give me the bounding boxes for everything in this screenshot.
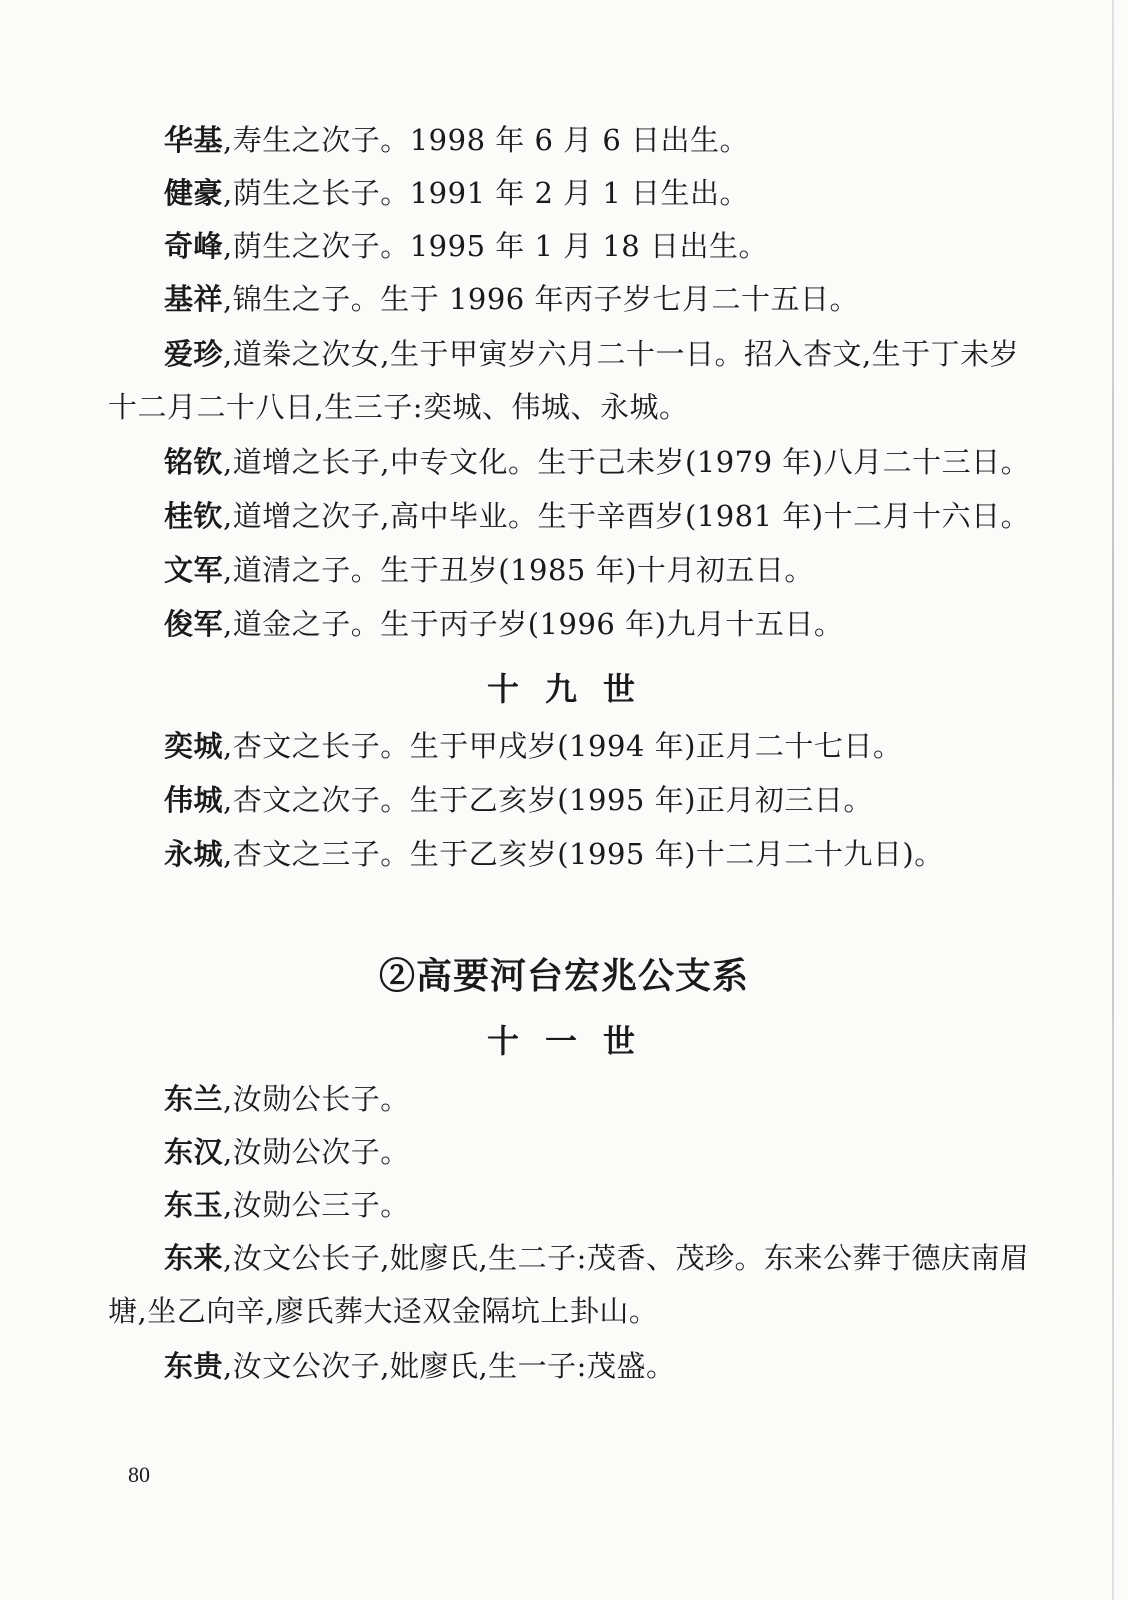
entry-text: ,荫生之长子。1991 年 2 月 1 日生出。	[223, 176, 750, 210]
entry-name: 奇峰	[164, 229, 224, 263]
entry-paragraph	[108, 490, 1048, 543]
entry-name: 奕城	[164, 729, 224, 763]
entry-name: 伟城	[164, 783, 224, 817]
entry-text: ,锦生之子。生于 1996 年丙子岁七月二十五日。	[223, 282, 859, 316]
entry-paragraph	[108, 167, 1048, 220]
entry-text: ,荫生之次子。1995 年 1 月 18 日出生。	[223, 229, 768, 263]
entry-text: ,杏文之长子。生于甲戌岁(1994 年)正月二十七日。	[223, 729, 903, 763]
entry-name: 健豪	[164, 176, 224, 210]
entry-name: 桂钦	[164, 499, 224, 533]
entry-text: ,汝勋公次子。	[223, 1135, 410, 1169]
entry-text: ,汝文公长子,妣廖氏,生二子:茂香、茂珍。东来公葬于德庆南眉塘,坐乙向辛,廖氏葬大迳双金隔坑上卦山。	[108, 1241, 1030, 1328]
entry-paragraph	[108, 720, 1048, 773]
entry-paragraph	[108, 1126, 1048, 1179]
entry-paragraph	[108, 328, 1048, 434]
entry-paragraph	[108, 1340, 1048, 1393]
entry-text: ,寿生之次子。1998 年 6 月 6 日出生。	[223, 123, 750, 157]
entry-paragraph	[108, 220, 1048, 273]
entry-name: 爱珍	[164, 337, 224, 371]
entry-text: ,道增之次子,高中毕业。生于辛酉岁(1981 年)十二月十六日。	[223, 499, 1031, 533]
entry-name: 铭钦	[164, 445, 224, 479]
entry-paragraph	[108, 544, 1048, 597]
entry-paragraph	[108, 114, 1048, 167]
generation-heading: 十九世	[486, 670, 661, 708]
entry-text: ,道增之长子,中专文化。生于己未岁(1979 年)八月二十三日。	[223, 445, 1031, 479]
entry-text: ,汝勋公三子。	[223, 1188, 410, 1222]
entry-paragraph	[108, 273, 1048, 326]
entry-text: ,杏文之次子。生于乙亥岁(1995 年)正月初三日。	[223, 783, 873, 817]
generation-heading: 十一世	[486, 1022, 661, 1060]
entry-paragraph	[108, 436, 1048, 489]
entry-name: 基祥	[164, 282, 224, 316]
entry-name: 华基	[164, 123, 224, 157]
entry-name: 文军	[164, 553, 224, 587]
entry-text: ,杏文之三子。生于乙亥岁(1995 年)十二月二十九日)。	[223, 837, 944, 871]
entry-paragraph	[108, 1179, 1048, 1232]
entry-text: ,汝文公次子,妣廖氏,生一子:茂盛。	[223, 1349, 676, 1383]
entry-name: 东汉	[164, 1135, 224, 1169]
entry-paragraph	[108, 774, 1048, 827]
entry-text: ,道金之子。生于丙子岁(1996 年)九月十五日。	[223, 607, 844, 641]
entry-name: 东贵	[164, 1349, 224, 1383]
entry-text: ,汝勋公长子。	[223, 1082, 410, 1116]
entry-paragraph	[108, 1073, 1048, 1126]
page-number: 80	[128, 1462, 150, 1487]
entry-paragraph	[108, 1232, 1048, 1338]
page-edge	[1112, 0, 1114, 1600]
entry-name: 东兰	[164, 1082, 224, 1116]
entry-name: 永城	[164, 837, 224, 871]
entry-text: ,道清之子。生于丑岁(1985 年)十月初五日。	[223, 553, 814, 587]
entry-name: 东玉	[164, 1188, 224, 1222]
entry-name: 俊军	[164, 607, 224, 641]
entry-paragraph	[108, 598, 1048, 651]
entry-name: 东来	[164, 1241, 224, 1275]
entry-text: ,道桊之次女,生于甲寅岁六月二十一日。招入杏文,生于丁未岁十二月二十八日,生三子:奕城、伟城、永城。	[108, 337, 1020, 424]
branch-heading: ②高要河台宏兆公支系	[378, 955, 749, 997]
entry-paragraph	[108, 828, 1048, 881]
